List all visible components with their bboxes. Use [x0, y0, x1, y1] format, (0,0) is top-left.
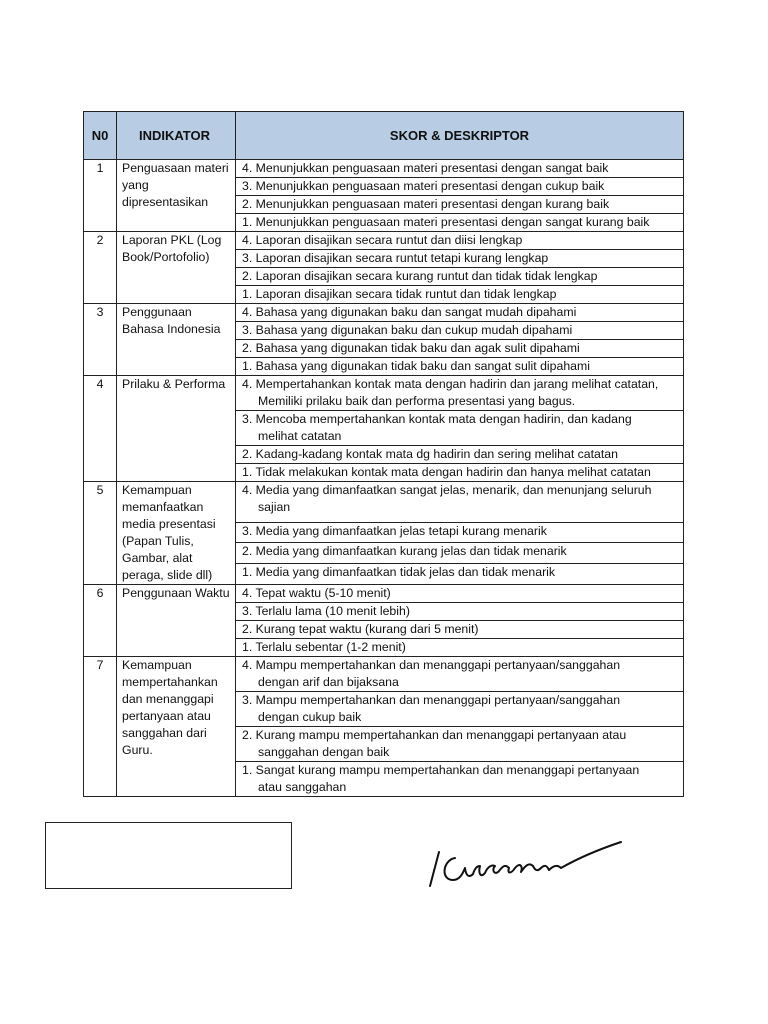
descriptor-cell — [236, 585, 684, 603]
handwritten-signature-icon — [425, 838, 625, 890]
indicator-cell: Kemampuan memanfaatkan media presentasi (Papan Tulis, Gambar, alat peraga, slide dll) — [117, 482, 236, 585]
descriptor-text: 3. Menunjukkan penguasaan materi presentasi dengan cukup baik — [242, 179, 605, 193]
descriptor-continuation: dengan cukup baik — [258, 710, 362, 724]
descriptor-cell — [236, 543, 684, 564]
row-number: 3 — [84, 304, 117, 376]
table-row — [84, 657, 684, 692]
descriptor-cell — [236, 250, 684, 268]
row-number: 7 — [84, 657, 117, 797]
descriptor-continuation: atau sanggahan — [258, 780, 347, 794]
indicator-cell: Laporan PKL (Log Book/Portofolio) — [117, 232, 236, 304]
descriptor-continuation: sajian — [258, 500, 291, 514]
descriptor-text: 1. Terlalu sebentar (1-2 menit) — [242, 640, 406, 654]
signature-box — [45, 822, 292, 889]
indicator-cell: Prilaku & Performa — [117, 376, 236, 482]
descriptor-continuation: dengan arif dan bijaksana — [258, 675, 399, 689]
descriptor-cell — [236, 727, 684, 762]
descriptor-cell — [236, 178, 684, 196]
row-number: 1 — [84, 160, 117, 232]
header-row — [84, 112, 684, 160]
descriptor-text: 2. Laporan disajikan secara kurang runtut dan tidak tidak lengkap — [242, 269, 598, 283]
indicator-cell: Kemampuan mempertahankan dan menanggapi pertanyaan atau sanggahan dari Guru. — [117, 657, 236, 797]
descriptor-text: 2. Bahasa yang digunakan tidak baku dan agak sulit dipahami — [242, 341, 580, 355]
descriptor-text: 2. Menunjukkan penguasaan materi presentasi dengan kurang baik — [242, 197, 610, 211]
table-row — [84, 585, 684, 603]
descriptor-text: 3. Terlalu lama (10 menit lebih) — [242, 604, 410, 618]
header-skor-deskriptor: SKOR & DESKRIPTOR — [236, 112, 684, 160]
row-number: 2 — [84, 232, 117, 304]
descriptor-text: 3. Mencoba mempertahankan kontak mata dengan hadirin, dan kadang — [242, 412, 632, 426]
descriptor-cell — [236, 411, 684, 446]
table-row — [84, 304, 684, 322]
descriptor-cell — [236, 268, 684, 286]
descriptor-text: 4. Laporan disajikan secara runtut dan diisi lengkap — [242, 233, 523, 247]
descriptor-continuation: melihat catatan — [258, 429, 342, 443]
descriptor-cell — [236, 232, 684, 250]
table-row — [84, 376, 684, 411]
table-body — [84, 160, 684, 797]
descriptor-cell — [236, 762, 684, 797]
descriptor-cell — [236, 603, 684, 621]
row-number: 5 — [84, 482, 117, 585]
descriptor-text: 1. Media yang dimanfaatkan tidak jelas dan tidak menarik — [242, 565, 556, 580]
indicator-cell: Penggunaan Bahasa Indonesia — [117, 304, 236, 376]
descriptor-cell — [236, 564, 684, 585]
descriptor-text: 4. Media yang dimanfaatkan sangat jelas, menarik, dan menunjang seluruh — [242, 483, 652, 497]
descriptor-cell — [236, 214, 684, 232]
descriptor-text: 4. Mempertahankan kontak mata dengan hadirin dan jarang melihat catatan, — [242, 377, 659, 391]
descriptor-cell — [236, 464, 684, 482]
descriptor-cell — [236, 196, 684, 214]
descriptor-cell — [236, 358, 684, 376]
table-row — [84, 482, 684, 523]
descriptor-text: 4. Mampu mempertahankan dan menanggapi pertanyaan/sanggahan — [242, 658, 621, 672]
descriptor-cell — [236, 322, 684, 340]
assessment-rubric-table — [83, 111, 684, 797]
descriptor-cell — [236, 482, 684, 523]
indicator-cell: Penggunaan Waktu — [117, 585, 236, 657]
descriptor-text: 3. Laporan disajikan secara runtut tetapi kurang lengkap — [242, 251, 549, 265]
table-row — [84, 232, 684, 250]
descriptor-cell — [236, 304, 684, 322]
descriptor-continuation: Memiliki prilaku baik dan performa presentasi yang bagus. — [258, 394, 576, 408]
descriptor-cell — [236, 376, 684, 411]
table-header — [84, 112, 684, 160]
descriptor-text: 1. Bahasa yang digunakan tidak baku dan sangat sulit dipahami — [242, 359, 590, 373]
descriptor-text: 1. Menunjukkan penguasaan materi presentasi dengan sangat kurang baik — [242, 215, 650, 229]
descriptor-text: 2. Media yang dimanfaatkan kurang jelas dan tidak menarik — [242, 544, 567, 559]
row-number: 6 — [84, 585, 117, 657]
descriptor-text: 3. Mampu mempertahankan dan menanggapi pertanyaan/sanggahan — [242, 693, 621, 707]
descriptor-text: 2. Kurang tepat waktu (kurang dari 5 menit) — [242, 622, 479, 636]
header-no: N0 — [84, 112, 117, 160]
descriptor-cell — [236, 692, 684, 727]
descriptor-text: 1. Tidak melakukan kontak mata dengan hadirin dan hanya melihat catatan — [242, 465, 651, 479]
row-number: 4 — [84, 376, 117, 482]
descriptor-text: 3. Bahasa yang digunakan baku dan cukup mudah dipahami — [242, 323, 573, 337]
descriptor-cell — [236, 639, 684, 657]
descriptor-cell — [236, 160, 684, 178]
descriptor-cell — [236, 286, 684, 304]
descriptor-text: 2. Kadang-kadang kontak mata dg hadirin dan sering melihat catatan — [242, 447, 618, 461]
descriptor-cell — [236, 446, 684, 464]
descriptor-text: 2. Kurang mampu mempertahankan dan menanggapi pertanyaan atau — [242, 728, 627, 742]
descriptor-cell — [236, 657, 684, 692]
descriptor-cell — [236, 621, 684, 639]
descriptor-cell — [236, 340, 684, 358]
indicator-cell: Penguasaan materi yang dipresentasikan — [117, 160, 236, 232]
descriptor-text: 4. Bahasa yang digunakan baku dan sangat mudah dipahami — [242, 305, 577, 319]
descriptor-cell — [236, 522, 684, 543]
descriptor-continuation: sanggahan dengan baik — [258, 745, 390, 759]
descriptor-text: 3. Media yang dimanfaatkan jelas tetapi kurang menarik — [242, 523, 547, 538]
descriptor-text: 4. Tepat waktu (5-10 menit) — [242, 586, 391, 600]
table-row — [84, 160, 684, 178]
header-indikator: INDIKATOR — [117, 112, 236, 160]
descriptor-text: 1. Sangat kurang mampu mempertahankan dan menanggapi pertanyaan — [242, 763, 640, 777]
descriptor-text: 4. Menunjukkan penguasaan materi presentasi dengan sangat baik — [242, 161, 609, 175]
descriptor-text: 1. Laporan disajikan secara tidak runtut dan tidak lengkap — [242, 287, 557, 301]
